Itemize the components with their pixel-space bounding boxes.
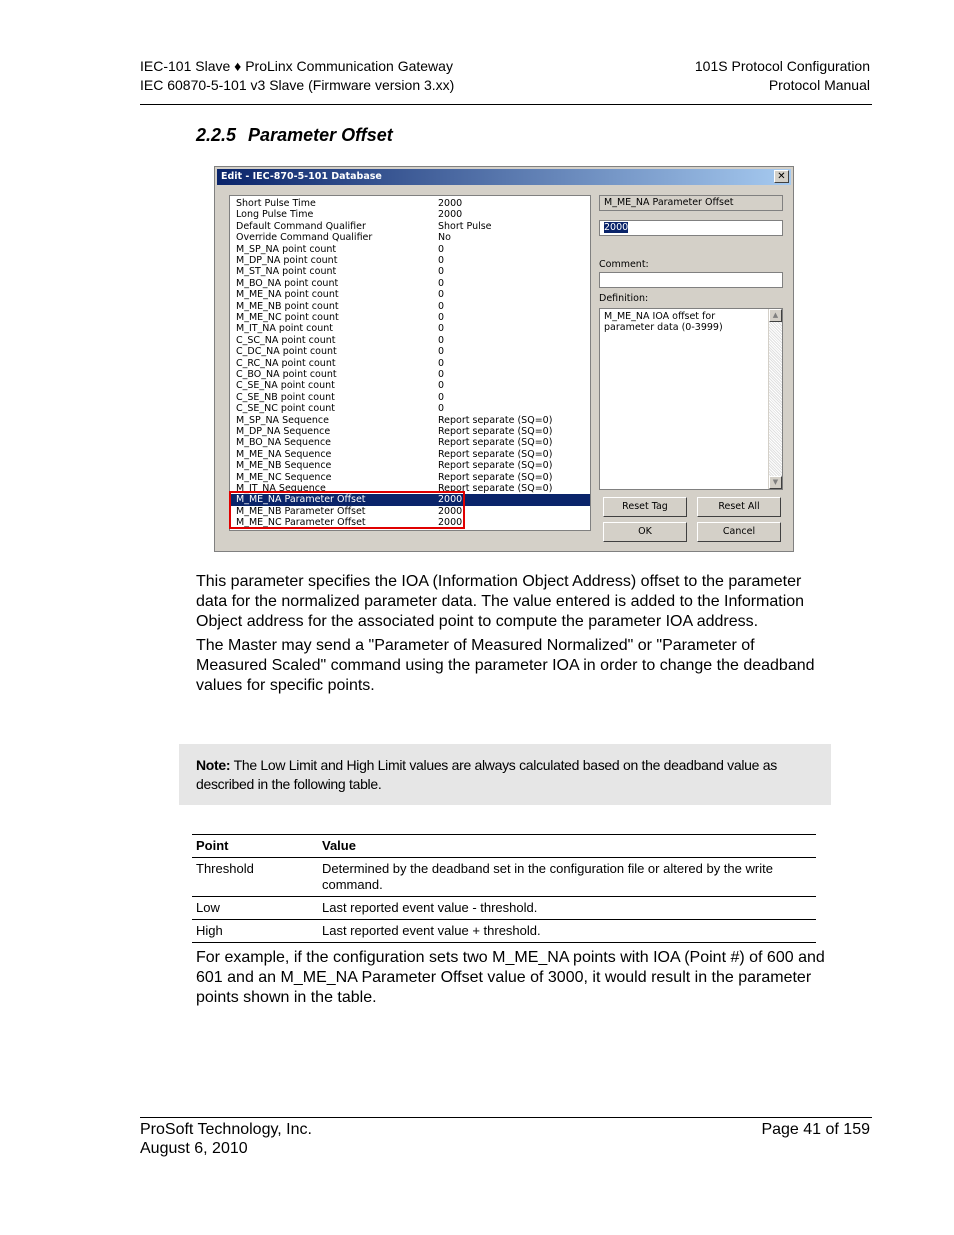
list-item-value: 0 [438,380,445,392]
header-firmware: IEC 60870-5-101 v3 Slave (Firmware version 3.xx) [140,77,455,93]
list-item[interactable] [234,289,588,300]
list-item-label: M_DP_NA point count [236,255,338,266]
list-item[interactable] [234,415,588,426]
list-item-value: 2000 [438,198,463,209]
header-manual: Protocol Manual [768,77,870,93]
list-item-label: M_ME_NA Sequence [236,448,332,460]
list-item[interactable] [234,255,588,266]
list-item-value: 0 [438,277,445,289]
definition-box [599,308,783,490]
comment-input[interactable] [599,272,783,288]
value-text: 2000 [604,222,629,233]
list-item[interactable] [234,449,588,460]
edit-database-dialog [214,166,794,552]
list-item[interactable] [234,335,588,346]
table-row [192,920,816,943]
list-item[interactable] [234,358,588,369]
list-item-label: M_DP_NA Sequence [236,426,331,437]
definition-label: Definition: [599,293,649,304]
list-item-value: 0 [438,289,445,301]
header-right [695,57,870,95]
table-row [192,897,816,920]
list-item[interactable] [234,312,588,323]
list-item[interactable] [234,369,588,380]
list-item-value: 2000 [438,505,463,517]
list-item[interactable] [234,346,588,357]
list-item[interactable] [234,392,588,403]
list-item-label: M_ME_NC Parameter Offset [236,517,366,529]
dialog-titlebar [217,169,791,185]
list-item-value: 2000 [438,209,463,221]
list-item-label: M_SP_NA Sequence [236,414,329,426]
list-item-value: Report separate (SQ=0) [438,483,553,494]
list-item-value: 0 [438,369,445,380]
list-item-label: C_BO_NA point count [236,369,337,380]
header-left [140,57,454,95]
list-item[interactable] [234,323,588,334]
table-cell: Low [192,897,318,920]
body-text [196,572,826,700]
list-item-label: C_SE_NC point count [236,403,335,415]
header-product: IEC-101 Slave ♦ ProLinx Communication Gateway [140,58,453,74]
list-item[interactable] [234,460,588,471]
table-cell: Last reported event value - threshold. [318,897,816,920]
list-item[interactable] [234,380,588,391]
definition-line2: parameter data (0-3999) [604,322,723,333]
footer-page: Page 41 of 159 [761,1121,870,1138]
table-header-row [192,835,816,858]
table-row [192,858,816,897]
list-item[interactable] [234,221,588,232]
note-label: Note: [196,757,231,773]
comment-label: Comment: [599,259,649,270]
list-item[interactable] [234,266,588,277]
list-item-label: M_BO_NA Sequence [236,437,332,449]
list-item-value: Report separate (SQ=0) [438,471,553,483]
table-cell: Determined by the deadband set in the configuration file or altered by the write command. [318,858,816,897]
footer-company: ProSoft Technology, Inc. [140,1121,312,1138]
example-paragraph: For example, if the configuration sets two M_ME_NA points with IOA (Point #) of 600 and 601 and an M_ME_NA Parameter Offset value of 3000, it would result in the parameter points shown in the table. [196,949,825,1006]
list-item-value: 2000 [438,517,463,529]
note-text [196,756,816,794]
section-title: Parameter Offset [248,125,393,145]
close-icon[interactable]: ✕ [774,170,789,183]
list-item[interactable] [234,232,588,243]
list-item-label: Default Command Qualifier [236,220,366,232]
list-item-value: Report separate (SQ=0) [438,448,553,460]
footer-date: August 6, 2010 [140,1140,248,1157]
list-item[interactable] [234,426,588,437]
list-item-value: 0 [438,266,445,278]
list-item-value: Report separate (SQ=0) [438,437,553,449]
deadband-table [192,834,816,943]
list-item-label: M_IT_NA Sequence [236,483,326,494]
list-item-label: M_ME_NB Sequence [236,460,332,472]
list-item[interactable] [234,278,588,289]
cancel-button[interactable]: Cancel [697,522,781,542]
footer-left [140,1120,312,1158]
list-item-label: M_ME_NA point count [236,289,339,301]
list-item-value: Report separate (SQ=0) [438,426,553,437]
list-item-label: C_SE_NA point count [236,380,335,392]
list-item-value: 0 [438,403,445,415]
list-item[interactable] [234,301,588,312]
parameter-list[interactable] [229,195,591,531]
footer-rule [140,1117,872,1118]
list-item-value: 0 [438,312,445,323]
list-item-value: 0 [438,300,445,312]
table-cell: Last reported event value + threshold. [318,920,816,943]
list-item[interactable] [234,198,588,209]
definition-scrollbar[interactable] [768,309,782,489]
table-cell: Threshold [192,858,318,897]
list-item-label: M_IT_NA point count [236,323,333,335]
parameter-name-field: M_ME_NA Parameter Offset [599,195,783,211]
section-number: 2.2.5 [196,125,237,145]
list-item-value: Short Pulse [438,220,492,232]
header-rule [140,104,872,105]
list-item-value: Report separate (SQ=0) [438,460,553,472]
note-body: The Low Limit and High Limit values are always calculated based on the deadband value as described in the following table. [196,757,777,792]
list-item-label: Short Pulse Time [236,198,316,209]
list-item-label: Override Command Qualifier [236,232,373,244]
ok-button[interactable]: OK [603,522,687,542]
list-item-label: M_ME_NC Sequence [236,471,332,483]
list-item-value: Report separate (SQ=0) [438,414,553,426]
table-cell: High [192,920,318,943]
highlight-box [229,491,465,529]
list-item-value: 0 [438,334,445,346]
list-item-value: 0 [438,391,445,403]
list-item-label: C_DC_NA point count [236,346,337,358]
list-item-label: Long Pulse Time [236,209,314,221]
list-item[interactable] [234,403,588,414]
list-item-value: 2000 [438,494,463,506]
list-item-label: M_ME_NA Parameter Offset [236,494,366,506]
reset-tag-button[interactable]: Reset Tag [603,497,687,517]
section-heading [196,125,393,146]
list-item-value: No [438,232,451,244]
list-item-label: C_SC_NA point count [236,334,336,346]
list-item-value: 0 [438,243,445,255]
table-header: Value [318,835,816,858]
list-item[interactable] [234,209,588,220]
list-item-label: M_ME_NB Parameter Offset [236,505,366,517]
list-item[interactable] [234,244,588,255]
dialog-title: Edit - IEC-870-5-101 Database [221,171,382,182]
list-item-value: 0 [438,323,445,335]
definition-line1: M_ME_NA IOA offset for [604,311,716,322]
list-item-value: 0 [438,357,445,369]
value-input[interactable] [599,220,783,236]
list-item-value: 0 [438,255,445,266]
list-item[interactable] [234,437,588,448]
list-item-label: C_SE_NB point count [236,391,335,403]
header-section: 101S Protocol Configuration [694,58,870,74]
reset-all-button[interactable]: Reset All [697,497,781,517]
note-box [179,744,831,805]
list-item-label: C_RC_NA point count [236,357,336,369]
list-item-label: M_ST_NA point count [236,266,337,278]
table-header: Point [192,835,318,858]
scroll-up-icon[interactable]: ▲ [769,309,782,322]
list-item-label: M_SP_NA point count [236,243,337,255]
list-item-label: M_ME_NB point count [236,300,339,312]
scroll-down-icon[interactable]: ▼ [769,476,782,489]
list-item-value: 0 [438,346,445,358]
list-item-label: M_BO_NA point count [236,277,339,289]
paragraph-1: This parameter specifies the IOA (Information Object Address) offset to the parameter data for the normalized parameter data. The value entered is added to the Information Object address for the associated point to compute the parameter IOA address. [196,573,805,630]
list-item[interactable] [234,472,588,483]
list-item-label: M_ME_NC point count [236,312,339,323]
paragraph-2: The Master may send a "Parameter of Measured Normalized" or "Parameter of Measured Scaled" command using the parameter IOA in order to change the deadband values for specific points. [196,637,815,694]
